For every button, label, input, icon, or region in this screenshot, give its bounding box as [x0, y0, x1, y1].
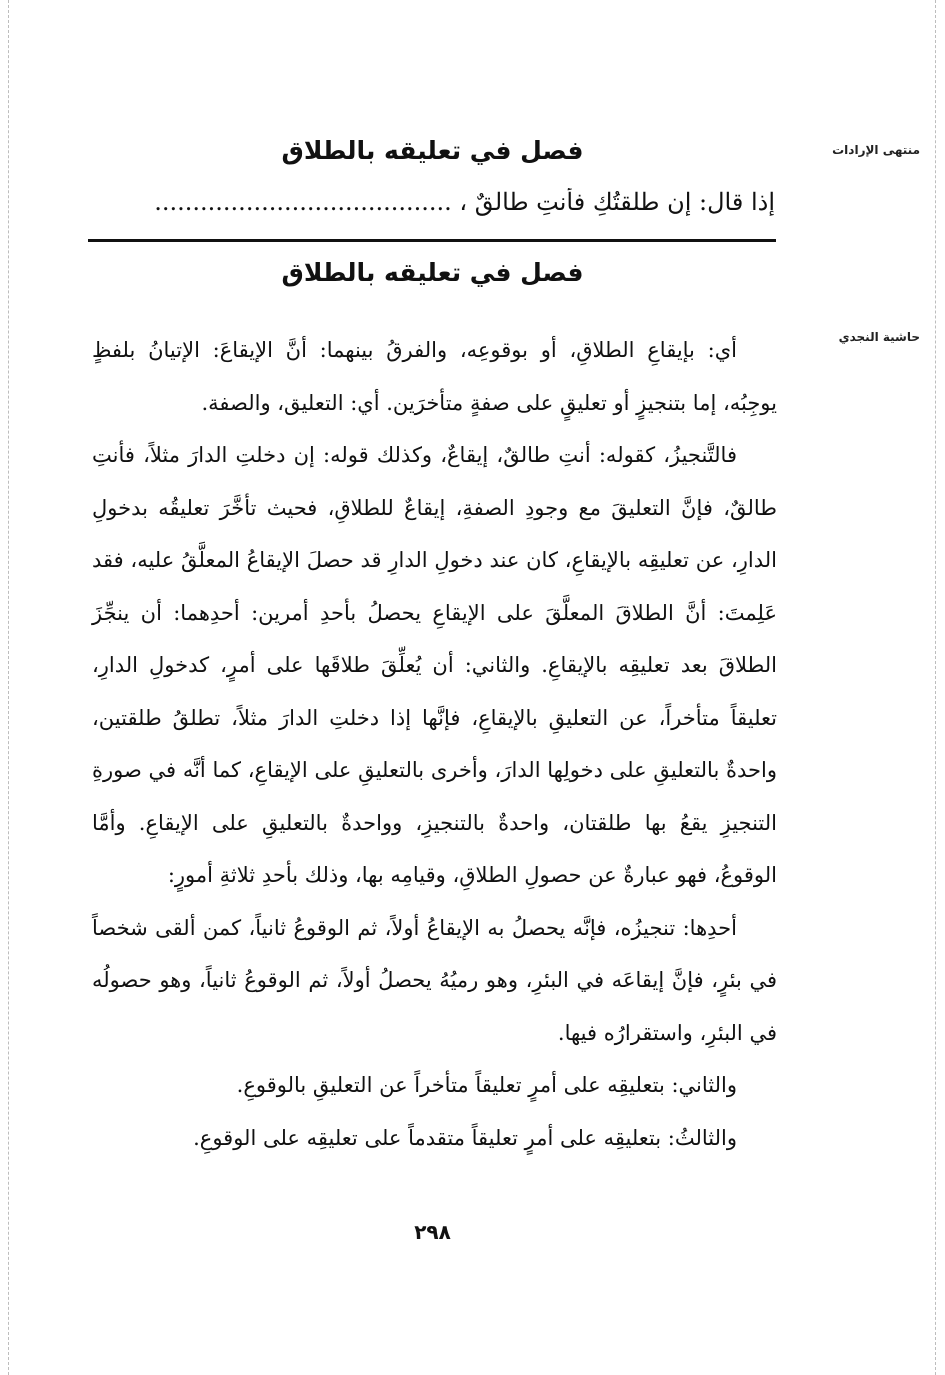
- matn-heading: فصل في تعليقه بالطلاق: [281, 136, 584, 165]
- paragraph: أحدِها: تنجيزُه، فإنَّه يحصلُ به الإيقاعُ أولاً، ثم الوقوعُ ثانياً، كمن ألقى شخصاً في بئرٍ، فإنَّ إيقاعَه في البئرِ، وهو رميُهُ يحصلُ أولاً، ثم الوقوعُ ثانياً، وهو حصولُه في البئرِ، واستقرارُه فيها.: [92, 915, 777, 1045]
- matn-side-label: منتهى الإرادات: [832, 143, 920, 157]
- page-number: ٢٩٨: [414, 1220, 451, 1244]
- matn-text: إذا قال: إن طلقتُكِ فأنتِ طالقٌ ، .......................................: [154, 188, 775, 216]
- hashiya-body: [92, 324, 777, 1164]
- section-divider: [88, 239, 776, 242]
- paragraph: والثاني: بتعليقِه على أمرٍ تعليقاً متأخراً عن التعليقِ بالوقوعِ.: [236, 1073, 737, 1097]
- page-edge-left: [8, 0, 9, 1375]
- page-edge-right: [935, 0, 936, 1375]
- paragraph: والثالثُ: بتعليقِه على أمرٍ تعليقاً متقدماً على تعليقِه على الوقوعِ.: [193, 1125, 737, 1150]
- paragraph: فالتَّنجيزُ، كقوله: أنتِ طالقٌ، إيقاعٌ، وكذلك قوله: إن دخلتِ الدارَ مثلاً، فأنتِ طالقٌ، فإنَّ التعليقَ مع وجودِ الصفةِ، إيقاعٌ للطلاقِ، فحيث تأخَّرَ تعليقُه بدخولِ الدارِ، عن تعليقِه بالإيقاعِ، كان عند دخولِ الدارِ قد حصلَ الإيقاعُ المعلَّقُ عليه، فقد عَلِمتَ: أنَّ الطلاقَ المعلَّقَ على الإيقاعِ يحصلُ بأحدِ أمرين: أحدِهما: أن ينجِّزَ الطلاقَ بعد تعليقِه بالإيقاعِ. والثاني: أن يُعلِّقَ طلاقَها على أمرٍ، كدخولِ الدارِ، تعليقاً متأخراً، عن التعليقِ بالإيقاعِ، فإنَّها إذا دخلتِ الدارَ مثلاً، تطلقُ طلقتين، واحدةٌ بالتعليقِ على دخولِها الدارَ، وأخرى بالتعليقِ على الإيقاعِ، كما أنَّه في صورةِ التنجيزِ يقعُ بها طلقتان، واحدةٌ بالتنجيزِ، وواحدةٌ بالتعليقِ على الإيقاعِ. وأمَّا الوقوعُ، فهو عبارةٌ عن حصولِ الطلاقِ، وقيامِه بها، وذلك بأحدِ ثلاثةِ أمورٍ:: [92, 443, 777, 887]
- paragraph: أي: بإيقاعِ الطلاقِ، أو بوقوعِه، والفرقُ بينهما: أنَّ الإيقاعَ: الإتيانُ بلفظٍ يوجِبُه، إما بتنجيزٍ أو تعليقٍ على صفةٍ متأخرَين. أي: التعليق، والصفة.: [92, 338, 777, 415]
- hashiya-side-label: حاشية النجدي: [838, 330, 920, 344]
- hashiya-heading: فصل في تعليقه بالطلاق: [281, 258, 584, 287]
